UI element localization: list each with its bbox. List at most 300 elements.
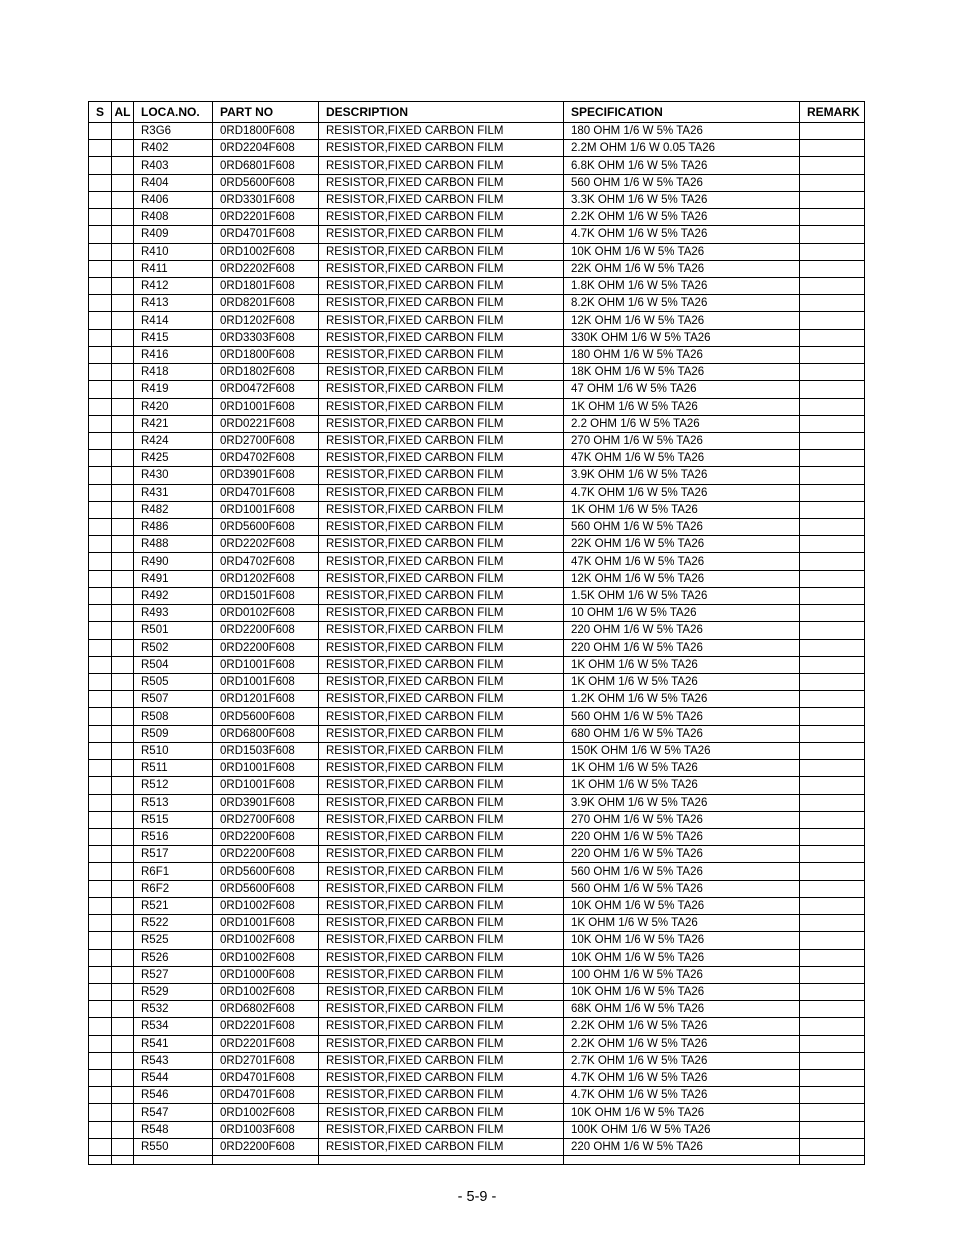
table-row	[89, 622, 865, 639]
cell-part-no: 0RD1802F608	[213, 364, 319, 381]
cell-remark	[800, 484, 865, 501]
cell-al	[112, 932, 134, 949]
table-row	[89, 949, 865, 966]
cell-specification: 180 OHM 1/6 W 5% TA26	[564, 346, 800, 363]
table-row	[89, 536, 865, 553]
cell-loca-no: R529	[134, 983, 213, 1000]
cell-description: RESISTOR,FIXED CARBON FILM	[319, 777, 564, 794]
table-row	[89, 897, 865, 914]
cell-al	[112, 708, 134, 725]
cell-s	[89, 674, 112, 691]
cell-loca-no: R425	[134, 450, 213, 467]
cell-part-no: 0RD1001F608	[213, 760, 319, 777]
table-row	[89, 828, 865, 845]
cell-loca-no: R517	[134, 846, 213, 863]
cell-part-no: 0RD0221F608	[213, 415, 319, 432]
cell-specification: 560 OHM 1/6 W 5% TA26	[564, 174, 800, 191]
cell-description: RESISTOR,FIXED CARBON FILM	[319, 708, 564, 725]
table-row	[89, 346, 865, 363]
cell-al	[112, 846, 134, 863]
cell-specification: 18K OHM 1/6 W 5% TA26	[564, 364, 800, 381]
cell-description: RESISTOR,FIXED CARBON FILM	[319, 846, 564, 863]
cell-remark	[800, 880, 865, 897]
cell-part-no: 0RD2701F608	[213, 1052, 319, 1069]
cell-al	[112, 656, 134, 673]
cell-remark	[800, 1035, 865, 1052]
cell-part-no: 0RD2201F608	[213, 209, 319, 226]
cell-specification: 22K OHM 1/6 W 5% TA26	[564, 260, 800, 277]
cell-specification: 330K OHM 1/6 W 5% TA26	[564, 329, 800, 346]
cell-description: RESISTOR,FIXED CARBON FILM	[319, 295, 564, 312]
cell-specification: 12K OHM 1/6 W 5% TA26	[564, 570, 800, 587]
cell-description: RESISTOR,FIXED CARBON FILM	[319, 949, 564, 966]
cell-s	[89, 1001, 112, 1018]
cell-description: RESISTOR,FIXED CARBON FILM	[319, 811, 564, 828]
cell-part-no: 0RD1002F608	[213, 897, 319, 914]
cell-al	[112, 519, 134, 536]
table-row	[89, 553, 865, 570]
cell-al	[112, 432, 134, 449]
table-row	[89, 656, 865, 673]
cell-loca-no: R526	[134, 949, 213, 966]
cell-part-no: 0RD5600F608	[213, 880, 319, 897]
cell-part-no: 0RD3901F608	[213, 467, 319, 484]
cell-s	[89, 157, 112, 174]
cell-part-no: 0RD4701F608	[213, 1087, 319, 1104]
cell-loca-no: R509	[134, 725, 213, 742]
cell-loca-no: R416	[134, 346, 213, 363]
cell-al	[112, 260, 134, 277]
cell-al	[112, 450, 134, 467]
table-row	[89, 1138, 865, 1155]
cell-al	[112, 209, 134, 226]
cell-description: RESISTOR,FIXED CARBON FILM	[319, 656, 564, 673]
cell-al	[112, 157, 134, 174]
cell-loca-no: R505	[134, 674, 213, 691]
cell-remark	[800, 760, 865, 777]
cell-al	[112, 1052, 134, 1069]
cell-s	[89, 1087, 112, 1104]
cell-s	[89, 983, 112, 1000]
cell-al	[112, 725, 134, 742]
cell-s	[89, 570, 112, 587]
cell-part-no: 0RD3303F608	[213, 329, 319, 346]
cell-al	[112, 1156, 134, 1165]
cell-s	[89, 622, 112, 639]
cell-loca-no: R3G6	[134, 123, 213, 140]
cell-s	[89, 587, 112, 604]
cell-s	[89, 123, 112, 140]
cell-loca-no: R412	[134, 277, 213, 294]
cell-part-no: 0RD2201F608	[213, 1018, 319, 1035]
cell-part-no: 0RD1503F608	[213, 742, 319, 759]
cell-remark	[800, 1001, 865, 1018]
cell-loca-no: R501	[134, 622, 213, 639]
cell-description: RESISTOR,FIXED CARBON FILM	[319, 191, 564, 208]
cell-al	[112, 501, 134, 518]
cell-specification: 47K OHM 1/6 W 5% TA26	[564, 553, 800, 570]
cell-s	[89, 312, 112, 329]
cell-part-no: 0RD1002F608	[213, 243, 319, 260]
table-row	[89, 794, 865, 811]
cell-specification: 150K OHM 1/6 W 5% TA26	[564, 742, 800, 759]
cell-specification: 2.2K OHM 1/6 W 5% TA26	[564, 1018, 800, 1035]
cell-loca-no: R482	[134, 501, 213, 518]
table-row	[89, 157, 865, 174]
cell-remark	[800, 897, 865, 914]
cell-specification: 220 OHM 1/6 W 5% TA26	[564, 1138, 800, 1155]
cell-specification: 1K OHM 1/6 W 5% TA26	[564, 760, 800, 777]
cell-specification: 68K OHM 1/6 W 5% TA26	[564, 1001, 800, 1018]
cell-s	[89, 1104, 112, 1121]
cell-specification: 680 OHM 1/6 W 5% TA26	[564, 725, 800, 742]
cell-remark	[800, 725, 865, 742]
cell-remark	[800, 794, 865, 811]
cell-remark	[800, 174, 865, 191]
header-al: AL	[112, 102, 134, 123]
cell-loca-no: R521	[134, 897, 213, 914]
cell-part-no: 0RD8201F608	[213, 295, 319, 312]
cell-loca-no: R502	[134, 639, 213, 656]
cell-loca-no: R406	[134, 191, 213, 208]
cell-specification: 10K OHM 1/6 W 5% TA26	[564, 1104, 800, 1121]
cell-remark	[800, 708, 865, 725]
cell-description: RESISTOR,FIXED CARBON FILM	[319, 1138, 564, 1155]
header-specification: SPECIFICATION	[564, 102, 800, 123]
cell-loca-no: R424	[134, 432, 213, 449]
cell-al	[112, 329, 134, 346]
cell-s	[89, 863, 112, 880]
cell-specification: 3.9K OHM 1/6 W 5% TA26	[564, 794, 800, 811]
cell-loca-no: R486	[134, 519, 213, 536]
cell-s	[89, 329, 112, 346]
cell-part-no: 0RD0102F608	[213, 605, 319, 622]
table-row	[89, 966, 865, 983]
cell-description: RESISTOR,FIXED CARBON FILM	[319, 674, 564, 691]
cell-part-no: 0RD2201F608	[213, 1035, 319, 1052]
table-row	[89, 450, 865, 467]
cell-s	[89, 381, 112, 398]
cell-description: RESISTOR,FIXED CARBON FILM	[319, 243, 564, 260]
cell-remark	[800, 1087, 865, 1104]
cell-al	[112, 1018, 134, 1035]
cell-al	[112, 243, 134, 260]
cell-specification: 270 OHM 1/6 W 5% TA26	[564, 432, 800, 449]
cell-specification: 560 OHM 1/6 W 5% TA26	[564, 519, 800, 536]
table-row	[89, 295, 865, 312]
cell-loca-no	[134, 1156, 213, 1165]
table-row	[89, 519, 865, 536]
cell-remark	[800, 1104, 865, 1121]
cell-loca-no: R504	[134, 656, 213, 673]
cell-s	[89, 295, 112, 312]
table-row	[89, 777, 865, 794]
cell-s	[89, 691, 112, 708]
cell-description: RESISTOR,FIXED CARBON FILM	[319, 312, 564, 329]
cell-remark	[800, 1138, 865, 1155]
cell-s	[89, 1138, 112, 1155]
cell-al	[112, 983, 134, 1000]
cell-description: RESISTOR,FIXED CARBON FILM	[319, 329, 564, 346]
cell-al	[112, 1001, 134, 1018]
cell-description: RESISTOR,FIXED CARBON FILM	[319, 432, 564, 449]
cell-s	[89, 484, 112, 501]
cell-part-no: 0RD2200F608	[213, 622, 319, 639]
table-row	[89, 1070, 865, 1087]
table-row	[89, 226, 865, 243]
cell-s	[89, 846, 112, 863]
cell-description: RESISTOR,FIXED CARBON FILM	[319, 691, 564, 708]
cell-loca-no: R414	[134, 312, 213, 329]
cell-loca-no: R550	[134, 1138, 213, 1155]
cell-description: RESISTOR,FIXED CARBON FILM	[319, 519, 564, 536]
cell-specification: 100K OHM 1/6 W 5% TA26	[564, 1121, 800, 1138]
cell-specification: 100 OHM 1/6 W 5% TA26	[564, 966, 800, 983]
cell-specification: 560 OHM 1/6 W 5% TA26	[564, 880, 800, 897]
cell-al	[112, 174, 134, 191]
cell-al	[112, 880, 134, 897]
cell-al	[112, 364, 134, 381]
cell-s	[89, 277, 112, 294]
cell-s	[89, 501, 112, 518]
table-row	[89, 1087, 865, 1104]
cell-specification: 10K OHM 1/6 W 5% TA26	[564, 949, 800, 966]
cell-loca-no: R511	[134, 760, 213, 777]
cell-specification: 10 OHM 1/6 W 5% TA26	[564, 605, 800, 622]
cell-loca-no: R507	[134, 691, 213, 708]
cell-remark	[800, 777, 865, 794]
cell-part-no: 0RD1202F608	[213, 312, 319, 329]
cell-remark	[800, 191, 865, 208]
cell-loca-no: R6F2	[134, 880, 213, 897]
cell-remark	[800, 639, 865, 656]
cell-remark	[800, 243, 865, 260]
cell-part-no: 0RD4701F608	[213, 484, 319, 501]
cell-remark	[800, 450, 865, 467]
cell-s	[89, 760, 112, 777]
cell-specification: 1K OHM 1/6 W 5% TA26	[564, 656, 800, 673]
header-loca-no: LOCA.NO.	[134, 102, 213, 123]
cell-description: RESISTOR,FIXED CARBON FILM	[319, 398, 564, 415]
table-row	[89, 880, 865, 897]
cell-part-no: 0RD3901F608	[213, 794, 319, 811]
table-row	[89, 674, 865, 691]
cell-part-no: 0RD2200F608	[213, 1138, 319, 1155]
cell-loca-no: R544	[134, 1070, 213, 1087]
cell-specification	[564, 1156, 800, 1165]
cell-remark	[800, 381, 865, 398]
cell-specification: 47K OHM 1/6 W 5% TA26	[564, 450, 800, 467]
cell-s	[89, 553, 112, 570]
cell-remark	[800, 742, 865, 759]
cell-loca-no: R431	[134, 484, 213, 501]
cell-remark	[800, 966, 865, 983]
cell-specification: 10K OHM 1/6 W 5% TA26	[564, 897, 800, 914]
cell-remark	[800, 329, 865, 346]
cell-description: RESISTOR,FIXED CARBON FILM	[319, 1121, 564, 1138]
cell-al	[112, 226, 134, 243]
cell-description: RESISTOR,FIXED CARBON FILM	[319, 123, 564, 140]
cell-specification: 560 OHM 1/6 W 5% TA26	[564, 863, 800, 880]
cell-s	[89, 174, 112, 191]
cell-al	[112, 674, 134, 691]
table-row	[89, 484, 865, 501]
cell-description: RESISTOR,FIXED CARBON FILM	[319, 742, 564, 759]
cell-part-no: 0RD2204F608	[213, 140, 319, 157]
cell-al	[112, 277, 134, 294]
cell-specification: 1.5K OHM 1/6 W 5% TA26	[564, 587, 800, 604]
cell-remark	[800, 1052, 865, 1069]
cell-remark	[800, 501, 865, 518]
cell-part-no: 0RD1001F608	[213, 501, 319, 518]
cell-s	[89, 415, 112, 432]
cell-s	[89, 226, 112, 243]
cell-loca-no: R527	[134, 966, 213, 983]
cell-specification: 220 OHM 1/6 W 5% TA26	[564, 846, 800, 863]
cell-al	[112, 570, 134, 587]
cell-al	[112, 1087, 134, 1104]
cell-al	[112, 123, 134, 140]
cell-remark	[800, 364, 865, 381]
cell-loca-no: R515	[134, 811, 213, 828]
cell-description: RESISTOR,FIXED CARBON FILM	[319, 415, 564, 432]
cell-al	[112, 587, 134, 604]
cell-loca-no: R532	[134, 1001, 213, 1018]
cell-specification: 2.2K OHM 1/6 W 5% TA26	[564, 1035, 800, 1052]
cell-specification: 2.7K OHM 1/6 W 5% TA26	[564, 1052, 800, 1069]
cell-s	[89, 708, 112, 725]
cell-specification: 560 OHM 1/6 W 5% TA26	[564, 708, 800, 725]
cell-specification: 12K OHM 1/6 W 5% TA26	[564, 312, 800, 329]
cell-description: RESISTOR,FIXED CARBON FILM	[319, 1035, 564, 1052]
cell-loca-no: R413	[134, 295, 213, 312]
cell-al	[112, 346, 134, 363]
table-row	[89, 587, 865, 604]
cell-part-no: 0RD1002F608	[213, 949, 319, 966]
cell-s	[89, 1018, 112, 1035]
cell-al	[112, 312, 134, 329]
cell-s	[89, 966, 112, 983]
cell-remark	[800, 295, 865, 312]
cell-al	[112, 1104, 134, 1121]
cell-part-no: 0RD1001F608	[213, 777, 319, 794]
cell-al	[112, 760, 134, 777]
cell-description: RESISTOR,FIXED CARBON FILM	[319, 553, 564, 570]
cell-s	[89, 656, 112, 673]
cell-al	[112, 863, 134, 880]
cell-part-no: 0RD6802F608	[213, 1001, 319, 1018]
cell-part-no: 0RD0472F608	[213, 381, 319, 398]
cell-loca-no: R420	[134, 398, 213, 415]
table-row	[89, 277, 865, 294]
cell-al	[112, 1121, 134, 1138]
cell-specification: 3.9K OHM 1/6 W 5% TA26	[564, 467, 800, 484]
cell-description: RESISTOR,FIXED CARBON FILM	[319, 932, 564, 949]
cell-part-no: 0RD1201F608	[213, 691, 319, 708]
cell-part-no: 0RD5600F608	[213, 174, 319, 191]
cell-s	[89, 828, 112, 845]
cell-description: RESISTOR,FIXED CARBON FILM	[319, 1087, 564, 1104]
cell-al	[112, 897, 134, 914]
table-row	[89, 260, 865, 277]
cell-al	[112, 949, 134, 966]
cell-loca-no: R415	[134, 329, 213, 346]
cell-part-no: 0RD2202F608	[213, 260, 319, 277]
table-row	[89, 174, 865, 191]
cell-al	[112, 828, 134, 845]
cell-al	[112, 794, 134, 811]
cell-description: RESISTOR,FIXED CARBON FILM	[319, 501, 564, 518]
cell-description: RESISTOR,FIXED CARBON FILM	[319, 174, 564, 191]
cell-loca-no: R512	[134, 777, 213, 794]
cell-part-no: 0RD1800F608	[213, 346, 319, 363]
table-row	[89, 605, 865, 622]
table-row	[89, 381, 865, 398]
cell-s	[89, 1156, 112, 1165]
cell-description: RESISTOR,FIXED CARBON FILM	[319, 760, 564, 777]
cell-specification: 220 OHM 1/6 W 5% TA26	[564, 828, 800, 845]
table-row	[89, 760, 865, 777]
cell-description: RESISTOR,FIXED CARBON FILM	[319, 209, 564, 226]
cell-al	[112, 484, 134, 501]
cell-s	[89, 519, 112, 536]
cell-remark	[800, 415, 865, 432]
cell-loca-no: R491	[134, 570, 213, 587]
cell-description: RESISTOR,FIXED CARBON FILM	[319, 639, 564, 656]
cell-s	[89, 140, 112, 157]
cell-s	[89, 346, 112, 363]
cell-loca-no: R493	[134, 605, 213, 622]
cell-s	[89, 467, 112, 484]
cell-part-no	[213, 1156, 319, 1165]
cell-specification: 1K OHM 1/6 W 5% TA26	[564, 398, 800, 415]
cell-specification: 1K OHM 1/6 W 5% TA26	[564, 777, 800, 794]
cell-remark	[800, 570, 865, 587]
cell-part-no: 0RD4701F608	[213, 226, 319, 243]
table-row	[89, 1104, 865, 1121]
cell-part-no: 0RD1002F608	[213, 932, 319, 949]
cell-part-no: 0RD1801F608	[213, 277, 319, 294]
cell-s	[89, 364, 112, 381]
cell-part-no: 0RD5600F608	[213, 519, 319, 536]
table-row	[89, 639, 865, 656]
cell-specification: 2.2K OHM 1/6 W 5% TA26	[564, 209, 800, 226]
cell-part-no: 0RD5600F608	[213, 708, 319, 725]
cell-remark	[800, 656, 865, 673]
cell-remark	[800, 1070, 865, 1087]
cell-description: RESISTOR,FIXED CARBON FILM	[319, 725, 564, 742]
cell-remark	[800, 467, 865, 484]
table-row	[89, 140, 865, 157]
table-header-row	[89, 102, 865, 123]
cell-part-no: 0RD2700F608	[213, 432, 319, 449]
table-row	[89, 725, 865, 742]
cell-al	[112, 1070, 134, 1087]
table-row	[89, 932, 865, 949]
cell-loca-no: R430	[134, 467, 213, 484]
header-s: S	[89, 102, 112, 123]
cell-part-no: 0RD4702F608	[213, 450, 319, 467]
cell-description: RESISTOR,FIXED CARBON FILM	[319, 880, 564, 897]
cell-loca-no: R410	[134, 243, 213, 260]
table-row	[89, 915, 865, 932]
cell-part-no: 0RD1501F608	[213, 587, 319, 604]
cell-part-no: 0RD6800F608	[213, 725, 319, 742]
cell-s	[89, 450, 112, 467]
cell-loca-no: R525	[134, 932, 213, 949]
cell-specification: 1.2K OHM 1/6 W 5% TA26	[564, 691, 800, 708]
table-row	[89, 708, 865, 725]
